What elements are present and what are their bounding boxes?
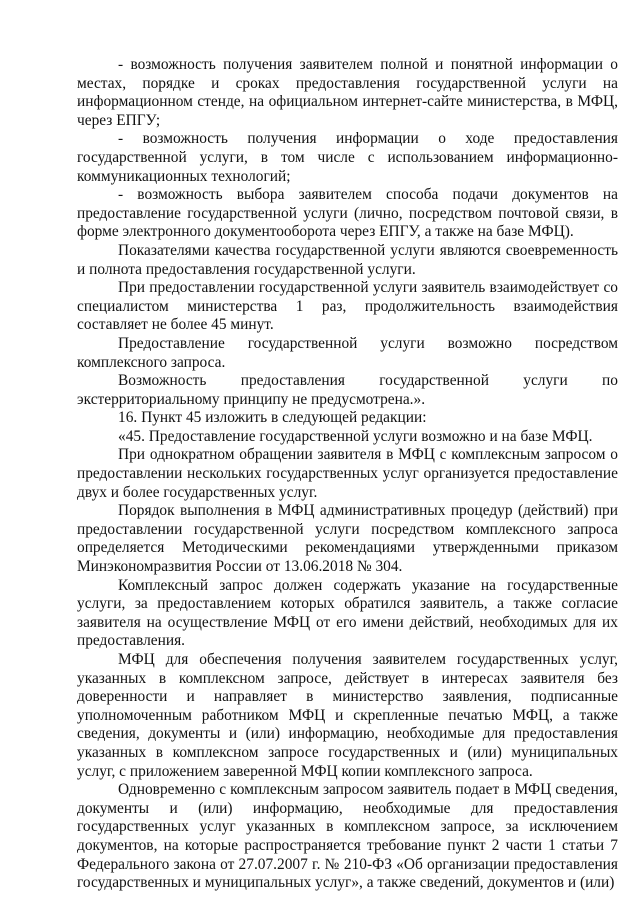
- paragraph-item-16: 16. Пункт 45 изложить в следующей редакции:: [118, 409, 427, 427]
- paragraph-quality-indicators: Показателями качества государственной услуги являются своевременность и полнота предоставления государственной услуги.: [77, 241, 618, 278]
- paragraph-submission-method: - возможность выбора заявителем способа подачи документов на предоставление государственной услуги (лично, посредством почтовой связи, в форме электронного документооборота через ЕПГУ, а также на базе МФЦ).: [77, 186, 618, 241]
- paragraph-extraterritorial: Возможность предоставления государственной услуги по экстерриториальному принципу не предусмотрена.».: [77, 372, 618, 408]
- paragraph-complex-request: Предоставление государственной услуги возможно посредством комплексного запроса.: [77, 334, 618, 371]
- paragraph-mfc-duties: МФЦ для обеспечения получения заявителем государственных услуг, указанных в комплексном запросе, действует в интересах заявителя без доверенности и направляет в министерство заявления, подписанные уполномоченным работником МФЦ и скрепленные печатью МФЦ, а также сведения, документы и (или) информацию, необходимые для предоставления указанных в комплексном запросе государственных и (или) муниципальных услуг, с приложением заверенной МФЦ копии комплексного запроса.: [77, 651, 618, 780]
- paragraph-procedure-order: Порядок выполнения в МФЦ административных процедур (действий) при предоставлении государственной услуги посредством комплексного запроса определяется Методическими рекомендациями утвержденными приказом Минэкономразвития России от 13.06.2018 № 304.: [77, 502, 618, 576]
- paragraph-access-info: - возможность получения заявителем полной и понятной информации о местах, порядке и сроках предоставления государственной услуги на информационном стенде, на официальном интернет-сайте министерства, в МФЦ, через ЕПГУ;: [77, 56, 618, 129]
- paragraph-clause-45: «45. Предоставление государственной услуги возможно и на базе МФЦ.: [118, 427, 593, 445]
- paragraph-single-request: При однократном обращении заявителя в МФЦ с комплексным запросом о предоставлении нескольких государственных услуг организуется предоставление двух и более государственных услуг.: [77, 446, 618, 501]
- paragraph-progress-info: - возможность получения информации о ходе предоставления государственной услуги, в том числе с использованием информационно-коммуникационных технологий;: [77, 130, 618, 185]
- paragraph-request-contents: Комплексный запрос должен содержать указание на государственные услуги, за предоставлением которых обратился заявитель, а также согласие заявителя на осуществление МФЦ от его имени действий, необходимых для их предоставления.: [77, 576, 618, 650]
- paragraph-simultaneous-submission: Одновременно с комплексным запросом заявитель подает в МФЦ сведения, документы и (или) информацию, необходимые для предоставления государственных услуг указанных в комплексном запросе, за исключением документов, на которые распространяется требование пункт 2 части 1 статьи 7 Федерального закона от 27.07.2007 г. № 210-ФЗ «Об организации предоставления государственных и муниципальных услуг», а также сведений, документов и (или): [77, 781, 618, 892]
- paragraph-interaction-count: При предоставлении государственной услуги заявитель взаимодействует со специалистом министерства 1 раз, продолжительность взаимодействия составляет не более 45 минут.: [77, 279, 618, 334]
